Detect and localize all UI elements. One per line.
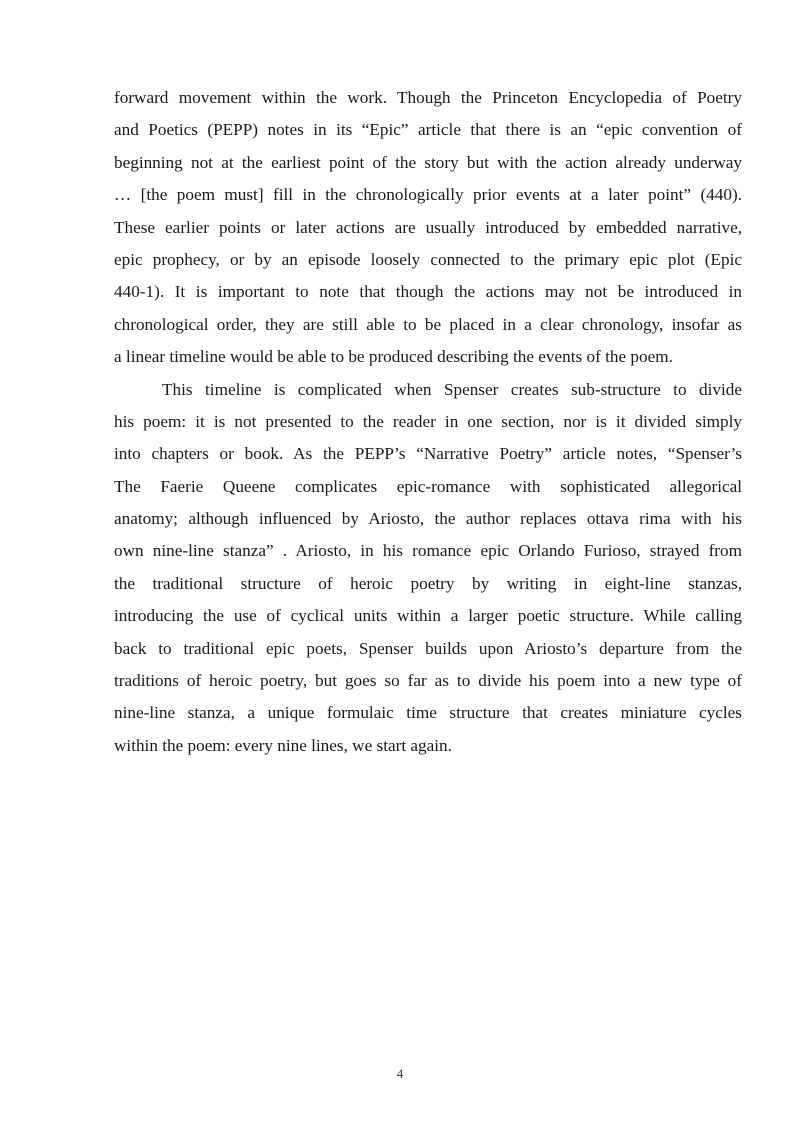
text-line: beginning not at the earliest point of the story but with the action already underway bbox=[114, 152, 742, 172]
text-line: back to traditional epic poets, Spenser builds upon Ariosto’s departure from the bbox=[114, 638, 742, 658]
text-line: chronological order, they are still able to be placed in a clear chronology, insofar as bbox=[114, 314, 742, 334]
text-line: introducing the use of cyclical units within a larger poetic structure. While calling bbox=[114, 606, 742, 626]
text-line: own nine-line stanza” . Ariosto, in his romance epic Orlando Furioso, strayed from bbox=[114, 541, 742, 561]
text-line: his poem: it is not presented to the reader in one section, nor is it divided simply bbox=[114, 411, 742, 431]
text-line: … [the poem must] fill in the chronologically prior events at a later point” (440). bbox=[114, 185, 742, 205]
text-line: 440-1). It is important to note that though the actions may not be introduced in bbox=[114, 282, 742, 302]
text-line: epic prophecy, or by an episode loosely connected to the primary epic plot (Epic bbox=[114, 249, 742, 269]
paragraph-2 bbox=[114, 374, 742, 763]
body-text bbox=[114, 82, 742, 762]
text-line: nine-line stanza, a unique formulaic time structure that creates miniature cycles bbox=[114, 703, 742, 723]
text-line: within the poem: every nine lines, we start again. bbox=[114, 735, 452, 755]
text-line: a linear timeline would be able to be produced describing the events of the poem. bbox=[114, 347, 673, 367]
page-number: 4 bbox=[396, 1066, 404, 1081]
text-line: The Faerie Queene complicates epic-romance with sophisticated allegorical bbox=[114, 476, 742, 496]
text-line: anatomy; although influenced by Ariosto, the author replaces ottava rima with his bbox=[114, 509, 742, 529]
text-line: This timeline is complicated when Spenser creates sub-structure to divide bbox=[162, 379, 742, 399]
text-line: These earlier points or later actions are usually introduced by embedded narrative, bbox=[114, 217, 742, 237]
text-line: forward movement within the work. Though the Princeton Encyclopedia of Poetry bbox=[114, 88, 742, 107]
paragraph-1 bbox=[114, 82, 742, 374]
text-line: the traditional structure of heroic poetry by writing in eight-line stanzas, bbox=[114, 573, 742, 593]
text-line: traditions of heroic poetry, but goes so far as to divide his poem into a new type of bbox=[114, 671, 742, 691]
text-line: and Poetics (PEPP) notes in its “Epic” article that there is an “epic convention of bbox=[114, 120, 742, 140]
text-line: into chapters or book. As the PEPP’s “Narrative Poetry” article notes, “Spenser’s bbox=[114, 444, 742, 464]
